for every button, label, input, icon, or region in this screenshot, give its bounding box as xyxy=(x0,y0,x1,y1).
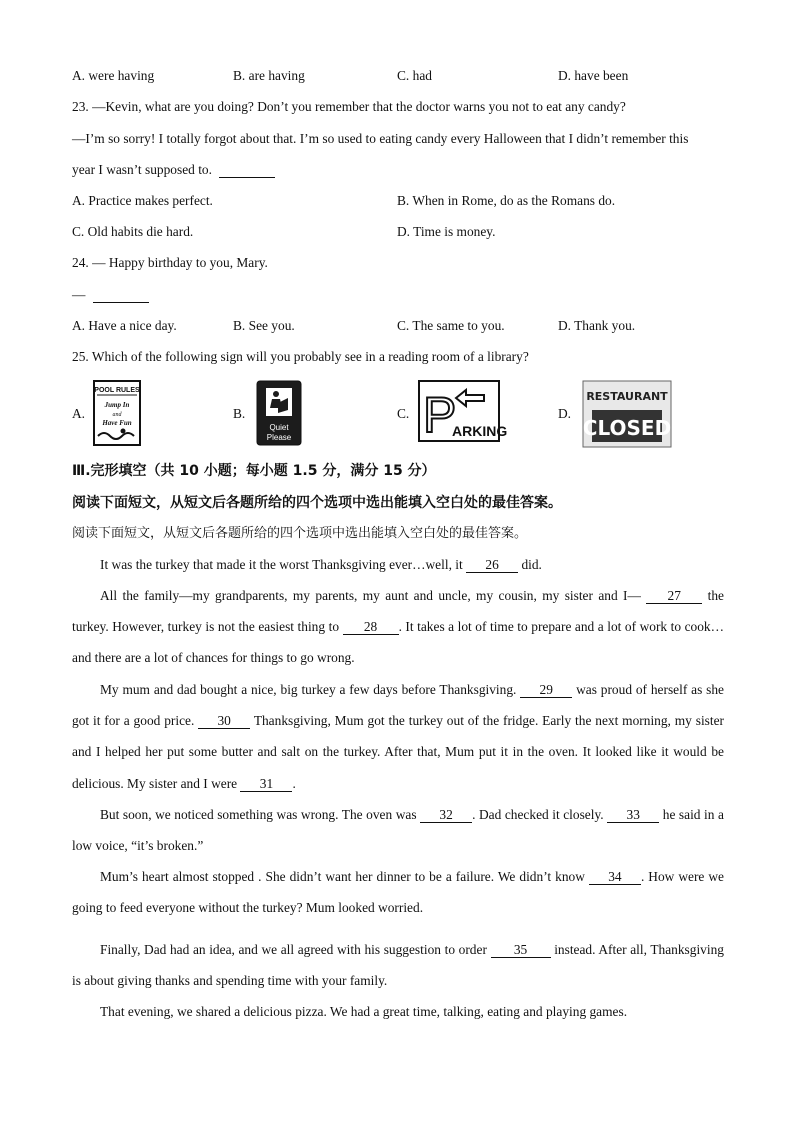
q24-option-b: B. See you. xyxy=(233,318,295,333)
passage-paragraph-3 xyxy=(72,674,724,799)
passage-paragraph-5 xyxy=(72,861,724,923)
q25-option-b-letter: B. xyxy=(233,406,246,421)
p4-text-a: But soon, we noticed something was wrong. The oven was xyxy=(100,807,417,822)
blank-28[interactable]: 28 xyxy=(343,620,399,635)
p3-text-b: was proud of herself as she got it for a good price. xyxy=(72,682,724,729)
sign-b-line2: Please xyxy=(266,433,292,442)
p1-text-b: did. xyxy=(521,557,542,572)
section3-heading: Ⅲ.完形填空（共 10 小题；每小题 1.5 分，满分 15 分） xyxy=(72,463,436,479)
p6-text-b: instead. After all, Thanksgiving is about giving thanks and spending time with your family. xyxy=(72,942,724,989)
passage-paragraph-7 xyxy=(72,996,724,1027)
q23-reply-text: year I wasn’t supposed to. xyxy=(72,162,212,177)
blank-31[interactable]: 31 xyxy=(240,777,292,792)
sign-a-line3: Have Fun xyxy=(102,419,132,427)
q24-option-d: D. Thank you. xyxy=(558,318,636,333)
q22-option-a: A. were having xyxy=(72,68,155,83)
section3-instruction: 阅读下面短文，从短文后各题所给的四个选项中选出能填入空白处的最佳答案。 xyxy=(72,526,528,541)
passage-paragraph-4 xyxy=(72,799,724,861)
blank-35[interactable]: 35 xyxy=(491,943,551,958)
q24-dash: — xyxy=(72,287,86,302)
blank-27[interactable]: 27 xyxy=(646,589,702,604)
sign-c-text: ARKING xyxy=(452,423,508,439)
q22-option-b: B. are having xyxy=(233,68,305,83)
sign-a-line2: and xyxy=(112,412,122,418)
sign-c-big-p: P xyxy=(423,387,457,443)
sign-b-line1: Quiet xyxy=(269,423,289,432)
p3-text-c: Thanksgiving, Mum got the turkey out of the fridge. Early the next morning, my sister and I helped her put some butter and salt on the turkey. After that, Mum put it in the oven. It looked like it would be delicious. My sister and I were xyxy=(72,713,724,791)
blank-32[interactable]: 32 xyxy=(420,808,472,823)
sign-pool-rules xyxy=(93,380,141,446)
q24-prompt: 24. — Happy birthday to you, Mary. xyxy=(72,255,268,270)
section3-instruction-bold: 阅读下面短文，从短文后各题所给的四个选项中选出能填入空白处的最佳答案。 xyxy=(72,495,562,511)
q22-option-c: C. had xyxy=(397,68,432,83)
p2-text-c: . It takes a lot of time to prepare and a lot of work to cook…and there are a lot of chances for things to go wrong. xyxy=(72,619,724,666)
q24-reply xyxy=(72,286,149,304)
sign-a-line1: Jump In xyxy=(104,401,130,409)
q23-option-d: D. Time is money. xyxy=(397,224,496,239)
q23-option-c: C. Old habits die hard. xyxy=(72,224,194,239)
p1-text-a: It was the turkey that made it the worst Thanksgiving ever…well, it xyxy=(100,557,463,572)
blank-33[interactable]: 33 xyxy=(607,808,659,823)
p3-text-a: My mum and dad bought a nice, big turkey a few days before Thanksgiving. xyxy=(100,682,517,697)
p5-text-b: . How were we going to feed everyone without the turkey? Mum looked worried. xyxy=(72,869,725,916)
blank-30[interactable]: 30 xyxy=(198,714,250,729)
q24-option-a: A. Have a nice day. xyxy=(72,318,177,333)
p6-text-a: Finally, Dad had an idea, and we all agreed with his suggestion to order xyxy=(100,942,487,957)
reader-head-icon xyxy=(273,391,279,397)
sign-quiet-please xyxy=(256,380,302,446)
q25-option-a-letter: A. xyxy=(72,406,86,421)
q23-reply-line2 xyxy=(72,161,275,179)
q23-reply-line1: —I’m so sorry! I totally forgot about that. I’m so used to eating candy every Halloween that I didn’t remember this xyxy=(72,131,689,146)
sign-a-title: POOL RULES xyxy=(94,387,140,394)
blank-29[interactable]: 29 xyxy=(520,683,572,698)
q23-answer-blank[interactable] xyxy=(219,163,275,178)
p2-text-b: the turkey. However, turkey is not the easiest thing to xyxy=(72,588,724,635)
q24-option-c: C. The same to you. xyxy=(397,318,505,333)
sign-restaurant-closed xyxy=(582,380,672,448)
q25-option-d-letter: D. xyxy=(558,406,572,421)
swimmer-icon xyxy=(121,429,126,434)
passage-paragraph-1 xyxy=(72,549,724,580)
q23-prompt: 23. —Kevin, what are you doing? Don’t you remember that the doctor warns you not to eat any candy? xyxy=(72,99,626,114)
q23-option-b: B. When in Rome, do as the Romans do. xyxy=(397,193,616,208)
sign-d-line1: RESTAURANT xyxy=(586,390,668,403)
blank-34[interactable]: 34 xyxy=(589,870,641,885)
q23-option-a: A. Practice makes perfect. xyxy=(72,193,213,208)
q22-option-d: D. have been xyxy=(558,68,629,83)
passage-paragraph-2 xyxy=(72,580,724,674)
passage-paragraph-6 xyxy=(72,934,724,996)
q25-prompt: 25. Which of the following sign will you probably see in a reading room of a library? xyxy=(72,349,529,364)
q24-answer-blank[interactable] xyxy=(93,288,149,303)
blank-26[interactable]: 26 xyxy=(466,558,518,573)
p2-text-a: All the family—my grandparents, my parents, my aunt and uncle, my cousin, my sister and I— xyxy=(100,588,641,603)
p4-text-b: . Dad checked it closely. xyxy=(472,807,604,822)
p4-text-c: he said in a low voice, “it’s broken.” xyxy=(72,807,724,854)
sign-d-line2: CLOSED xyxy=(582,416,672,440)
sign-parking xyxy=(418,380,508,443)
p3-text-d: . xyxy=(292,775,296,791)
p7-text-a: That evening, we shared a delicious pizza. We had a great time, talking, eating and playing games. xyxy=(100,1004,628,1019)
p5-text-a: Mum’s heart almost stopped . She didn’t want her dinner to be a failure. We didn’t know xyxy=(100,869,585,884)
q25-option-c-letter: C. xyxy=(397,406,410,421)
